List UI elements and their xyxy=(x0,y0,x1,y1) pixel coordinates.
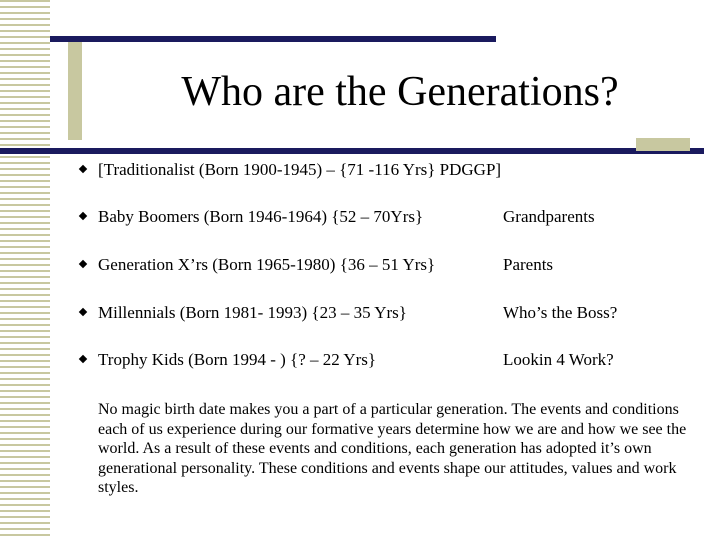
list-item-text: Millennials (Born 1981- 1993) {23 – 35 Yrs} xyxy=(98,303,407,322)
list-item-generation-x xyxy=(78,251,698,279)
olive-vertical-bar xyxy=(68,36,82,140)
diamond-bullet-icon xyxy=(79,355,87,363)
diamond-bullet-icon xyxy=(79,165,87,173)
list-item-text: Generation X’rs (Born 1965-1980) {36 – 51 Yrs} xyxy=(98,255,436,274)
explanation-paragraph: No magic birth date makes you a part of a particular generation. The events and conditions each of us experience during our formative years determine how we are and how we see the world. As a result of these events and conditions, each generation has adopted it’s own generational personality. These conditions and events shape our attitudes, values and work styles. xyxy=(98,401,687,496)
list-item-traditionalist xyxy=(78,156,698,184)
list-item-role: Lookin 4 Work? xyxy=(503,350,614,369)
list-item-role: Who’s the Boss? xyxy=(503,303,618,322)
diamond-bullet-icon xyxy=(79,260,87,268)
slide-title: Who are the Generations? xyxy=(181,69,619,115)
left-stripe-decoration xyxy=(0,0,50,540)
diamond-bullet-icon xyxy=(79,212,87,220)
list-item-baby-boomers xyxy=(78,203,698,231)
navy-divider-bar xyxy=(0,148,704,154)
list-item-role: Parents xyxy=(503,255,554,274)
navy-top-bar xyxy=(50,36,496,42)
list-item-text: [Traditionalist (Born 1900-1945) – {71 -116 Yrs} PDGGP] xyxy=(98,160,502,179)
list-item-text: Trophy Kids (Born 1994 - ) {? – 22 Yrs} xyxy=(98,350,377,369)
diamond-bullet-icon xyxy=(79,308,87,316)
list-item-role: Grandparents xyxy=(503,207,595,226)
list-item-millennials xyxy=(78,299,698,327)
olive-right-bar xyxy=(636,138,690,151)
list-item-trophy-kids xyxy=(78,346,698,374)
list-item-text: Baby Boomers (Born 1946-1964) {52 – 70Yrs} xyxy=(98,207,424,226)
